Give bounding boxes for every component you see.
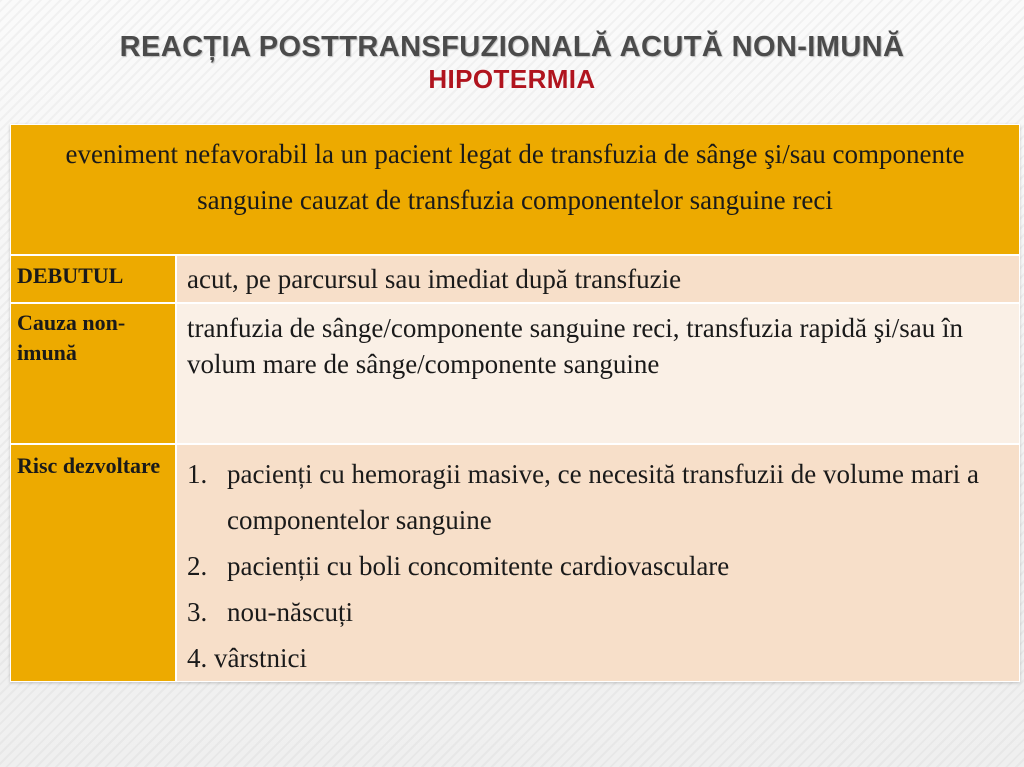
risk-list — [187, 451, 1011, 635]
row-label-debut: DEBUTUL — [11, 256, 177, 302]
row-value-cauza: tranfuzia de sânge/componente sanguine reci, transfuzia rapidă şi/sau în volum mare de sânge/componente sanguine — [177, 304, 1019, 443]
list-item-number: 1. — [187, 459, 208, 489]
title-subtitle: HIPOTERMIA — [428, 64, 596, 94]
list-item-text: pacienții cu boli concomitente cardiovasculare — [227, 551, 730, 581]
definition-row — [11, 125, 1019, 256]
slide-title — [0, 30, 1024, 94]
list-item — [187, 543, 1011, 589]
list-item-last: 4. vârstnici — [187, 643, 307, 673]
list-item-number: 3. — [187, 597, 208, 627]
list-item — [187, 589, 1011, 635]
row-label-cauza: Cauza non-imună — [11, 304, 177, 443]
table-row — [11, 445, 1019, 681]
title-main: REACȚIA POSTTRANSFUZIONALĂ ACUTĂ NON-IMUNĂ — [119, 31, 905, 63]
table-row — [11, 304, 1019, 445]
list-item-number: 2. — [187, 551, 208, 581]
list-item-text: pacienți cu hemoragii masive, ce necesită transfuzii de volume mari a componentelor sanguine — [227, 459, 979, 535]
list-item — [187, 451, 1011, 543]
list-item-text: nou-născuți — [227, 597, 353, 627]
info-table — [10, 124, 1020, 682]
row-value-debut: acut, pe parcursul sau imediat după transfuzie — [177, 256, 1019, 302]
table-row — [11, 256, 1019, 304]
row-value-risc — [177, 445, 1019, 681]
definition-text: eveniment nefavorabil la un pacient legat de transfuzia de sânge şi/sau componente sanguine cauzat de transfuzia componentelor sanguine reci — [65, 139, 965, 215]
row-label-risc: Risc dezvoltare — [11, 445, 177, 681]
